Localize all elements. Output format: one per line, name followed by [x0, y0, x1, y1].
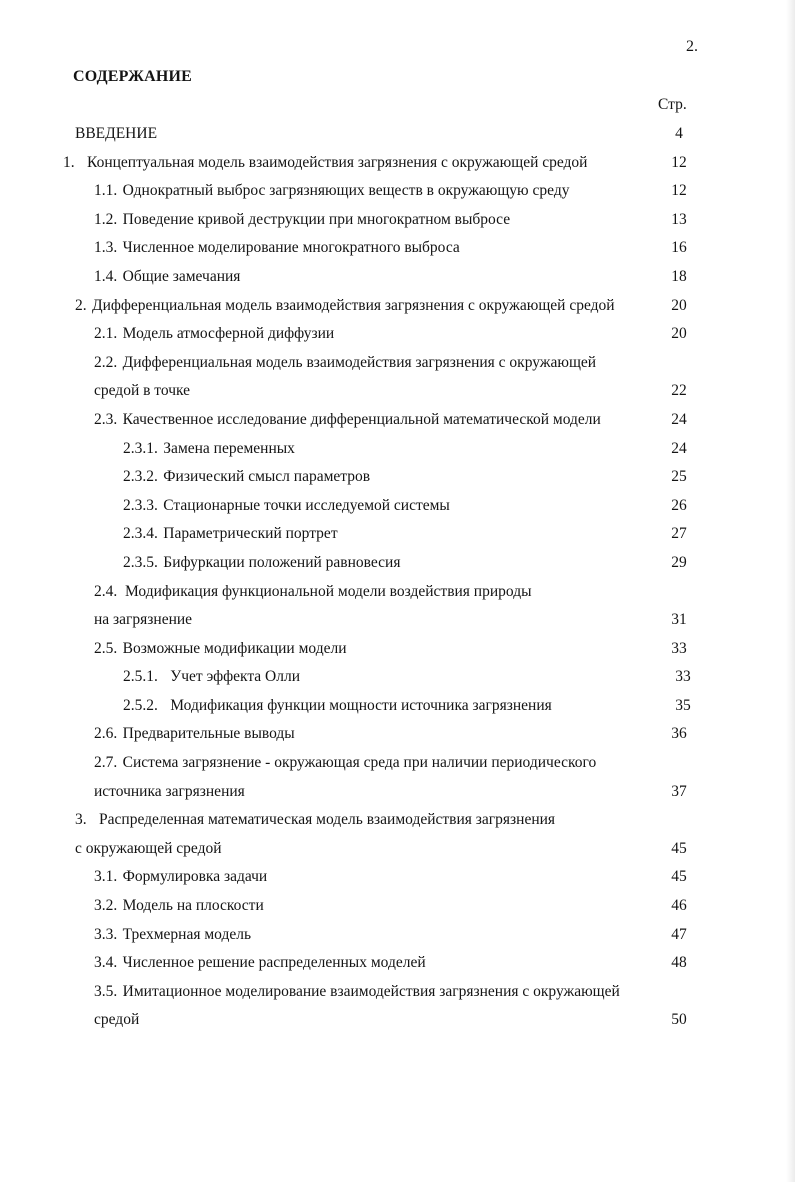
toc-entry-section-2-2[interactable] — [0, 349, 795, 378]
toc-entry-title: Учет эффекта Олли — [170, 668, 301, 686]
toc-entry-title: Система загрязнение - окружающая среда при наличии периодического — [122, 754, 597, 772]
toc-entry-title: с окружающей средой — [75, 839, 222, 857]
toc-entry-page: 26 — [671, 496, 687, 514]
toc-entry-section-3-4[interactable] — [0, 949, 795, 978]
toc-entry-number: 2.7. — [94, 754, 118, 772]
toc-entry-number: 1.2. — [94, 210, 118, 228]
toc-entry-chapter-3[interactable] — [0, 806, 795, 835]
toc-entry-section-2-3-1[interactable] — [0, 435, 795, 464]
toc-entry-number: 1. — [63, 153, 75, 171]
page-number: 2. — [686, 38, 698, 55]
toc-entry-title: Модель атмосферной диффузии — [122, 325, 335, 343]
toc-entry-section-3-2[interactable] — [0, 892, 795, 921]
toc-entry-section-2-3-4[interactable] — [0, 520, 795, 549]
toc-entry-section-3-5[interactable] — [0, 978, 795, 1007]
toc-entry-section-3-5-continued[interactable] — [0, 1006, 795, 1035]
toc-entry-page: 37 — [671, 782, 687, 800]
toc-entry-section-2-5-2[interactable] — [0, 692, 795, 721]
toc-entry-number: 2.4. — [94, 582, 118, 600]
toc-entry-page: 45 — [671, 868, 687, 886]
toc-entry-page: 27 — [671, 525, 687, 543]
toc-entry-title: Трехмерная модель — [122, 925, 252, 943]
toc-entry-number: 3.4. — [94, 954, 118, 972]
toc-entry-page: 12 — [671, 153, 687, 171]
toc-entry-title: Дифференциальная модель взаимодействия загрязнения с окружающей средой — [92, 296, 615, 314]
toc-entry-chapter-1[interactable] — [0, 149, 795, 178]
toc-entry-section-2-4[interactable] — [0, 578, 795, 607]
toc-entry-page: 24 — [671, 439, 687, 457]
toc-entry-page: 36 — [671, 725, 687, 743]
toc-entry-number: 3.2. — [94, 897, 118, 915]
page-column-label: Стр. — [658, 96, 687, 113]
toc-entry-title: Поведение кривой деструкции при многократном выбросе — [122, 210, 511, 228]
toc-entry-title: Физический смысл параметров — [163, 468, 371, 486]
toc-entry-page: 50 — [671, 1011, 687, 1029]
toc-entry-title: Имитационное моделирование взаимодействия загрязнения с окружающей — [122, 982, 620, 1000]
toc-entry-section-2-5[interactable] — [0, 635, 795, 664]
toc-entry-title: Модель на плоскости — [122, 897, 264, 915]
toc-entry-title: Возможные модификации модели — [122, 639, 347, 657]
toc-entry-number: 2.3.1. — [123, 439, 158, 457]
toc-entry-section-2-4-continued[interactable] — [0, 606, 795, 635]
toc-entry-number: 2.2. — [94, 353, 118, 371]
toc-entry-page: 20 — [671, 296, 687, 314]
toc-entry-title: Общие замечания — [122, 267, 241, 285]
toc-entry-section-2-3-3[interactable] — [0, 492, 795, 521]
toc-entry-page: 33 — [675, 668, 691, 686]
toc-entry-section-2-7-continued[interactable] — [0, 778, 795, 807]
toc-entry-section-2-3[interactable] — [0, 406, 795, 435]
toc-entry-title: Параметрический портрет — [163, 525, 338, 543]
table-of-contents — [0, 120, 795, 1035]
toc-entry-title: Концептуальная модель взаимодействия загрязнения с окружающей средой — [87, 153, 588, 171]
toc-entry-section-2-7[interactable] — [0, 749, 795, 778]
toc-entry-title: Дифференциальная модель взаимодействия загрязнения с окружающей — [122, 353, 597, 371]
toc-entry-page: 18 — [671, 267, 687, 285]
toc-entry-page: 46 — [671, 897, 687, 915]
toc-entry-number: 2.1. — [94, 325, 118, 343]
toc-entry-number: 2.3. — [94, 410, 118, 428]
toc-entry-title: Численное решение распределенных моделей — [122, 954, 426, 972]
toc-entry-number: 2.5. — [94, 639, 118, 657]
toc-entry-chapter-3-continued[interactable] — [0, 835, 795, 864]
toc-entry-title: ВВЕДЕНИЕ — [75, 125, 158, 142]
toc-entry-section-3-3[interactable] — [0, 921, 795, 950]
toc-entry-section-2-6[interactable] — [0, 720, 795, 749]
toc-entry-page: 13 — [671, 210, 687, 228]
toc-entry-title: Замена переменных — [163, 439, 295, 457]
toc-entry-page: 25 — [671, 468, 687, 486]
toc-entry-title: Стационарные точки исследуемой системы — [163, 496, 450, 514]
toc-entry-title: Однократный выброс загрязняющих веществ в окружающую среду — [122, 182, 570, 200]
toc-entry-section-1-3[interactable] — [0, 234, 795, 263]
toc-entry-page: 29 — [671, 553, 687, 571]
toc-entry-number: 3. — [75, 811, 87, 829]
toc-entry-number: 3.1. — [94, 868, 118, 886]
toc-entry-title: Качественное исследование дифференциальной математической модели — [122, 410, 601, 428]
toc-entry-title: Формулировка задачи — [122, 868, 268, 886]
page-title: СОДЕРЖАНИЕ — [73, 68, 193, 85]
toc-entry-page: 45 — [671, 839, 687, 857]
toc-entry-introduction[interactable] — [0, 120, 795, 149]
toc-entry-section-2-5-1[interactable] — [0, 663, 795, 692]
toc-entry-page: 31 — [671, 611, 687, 629]
toc-entry-number: 2.3.2. — [123, 468, 158, 486]
toc-entry-chapter-2[interactable] — [0, 292, 795, 321]
toc-entry-number: 3.5. — [94, 982, 118, 1000]
toc-entry-title: Бифуркации положений равновесия — [163, 553, 401, 571]
toc-entry-title: источника загрязнения — [94, 782, 245, 800]
toc-entry-page: 33 — [671, 639, 687, 657]
toc-entry-number: 2.6. — [94, 725, 118, 743]
toc-entry-number: 2.3.5. — [123, 553, 158, 571]
toc-entry-title: Численное моделирование многократного выброса — [122, 239, 460, 257]
toc-entry-page: 20 — [671, 325, 687, 343]
toc-entry-number: 3.3. — [94, 925, 118, 943]
toc-entry-number: 2.3.3. — [123, 496, 158, 514]
toc-entry-section-1-2[interactable] — [0, 206, 795, 235]
toc-entry-section-1-1[interactable] — [0, 177, 795, 206]
toc-entry-number: 1.4. — [94, 267, 118, 285]
toc-entry-page: 35 — [675, 696, 691, 714]
toc-entry-section-3-1[interactable] — [0, 863, 795, 892]
toc-entry-page: 4 — [675, 125, 683, 142]
toc-entry-title: средой — [94, 1011, 140, 1029]
toc-entry-section-2-3-2[interactable] — [0, 463, 795, 492]
toc-entry-number: 2.3.4. — [123, 525, 158, 543]
toc-entry-page: 47 — [671, 925, 687, 943]
toc-entry-page: 12 — [671, 182, 687, 200]
toc-entry-page: 48 — [671, 954, 687, 972]
toc-entry-page: 24 — [671, 410, 687, 428]
toc-entry-title: Модификация функции мощности источника загрязнения — [170, 696, 552, 714]
toc-entry-page: 16 — [671, 239, 687, 257]
toc-entry-title: Предварительные выводы — [122, 725, 295, 743]
toc-entry-title: Распределенная математическая модель взаимодействия загрязнения — [99, 811, 556, 829]
toc-entry-section-2-1[interactable] — [0, 320, 795, 349]
toc-entry-title: Модификация функциональной модели воздействия природы — [125, 582, 532, 600]
toc-entry-number: 2.5.1. — [123, 668, 158, 686]
toc-entry-number: 1.1. — [94, 182, 118, 200]
toc-entry-number: 1.3. — [94, 239, 118, 257]
toc-entry-number: 2. — [75, 296, 87, 314]
toc-entry-section-1-4[interactable] — [0, 263, 795, 292]
toc-entry-section-2-3-5[interactable] — [0, 549, 795, 578]
toc-entry-title: средой в точке — [94, 382, 191, 400]
toc-entry-number: 2.5.2. — [123, 696, 158, 714]
toc-entry-page: 22 — [671, 382, 687, 400]
toc-entry-section-2-2-continued[interactable] — [0, 377, 795, 406]
toc-entry-title: на загрязнение — [94, 611, 193, 629]
